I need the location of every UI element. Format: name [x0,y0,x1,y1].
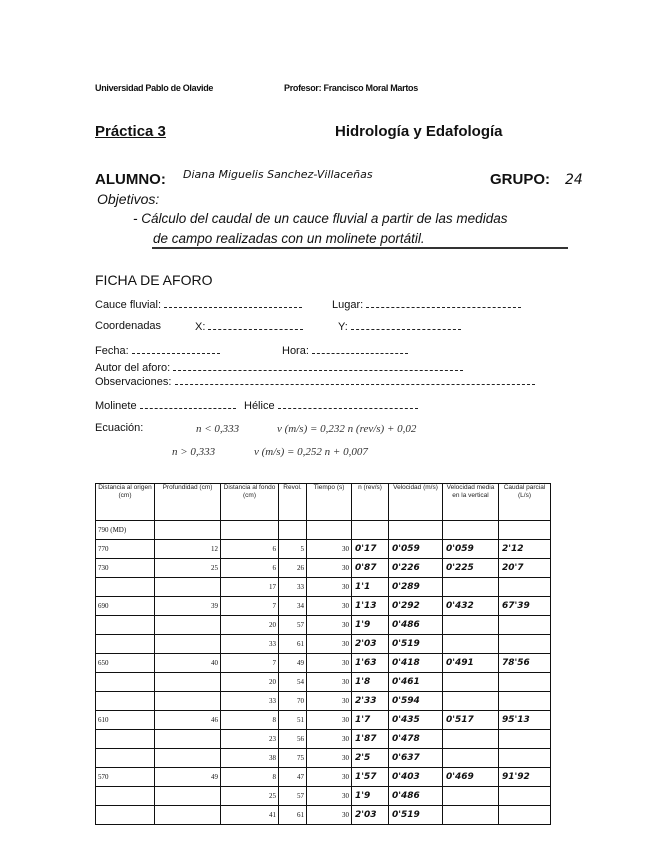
cell-velocidad: 0'637 [389,749,443,768]
table-row [96,654,551,673]
cell-caudal [499,730,551,749]
objectives-underline [152,247,568,249]
helice-field[interactable] [244,399,418,412]
cell-tiempo [307,521,352,540]
cell-velocidad-media: 0'432 [443,597,499,616]
cell-distancia-fondo: 38 [221,749,279,768]
cell-distancia-origen [96,616,155,635]
cell-distancia-fondo [221,521,279,540]
cell-velocidad-media [443,692,499,711]
col-header-n: n (rev/s) [352,484,389,521]
col-header-velocidad-media: Velocidad media en la vertical [443,484,499,521]
cell-revol [279,521,307,540]
student-label: ALUMNO: [95,171,166,188]
cell-distancia-fondo: 7 [221,597,279,616]
fecha-field[interactable] [95,344,220,357]
autor-label: Autor del aforo: [95,362,171,374]
cell-revol: 47 [279,768,307,787]
cell-profundidad [155,730,221,749]
table-row [96,768,551,787]
y-label: Y: [338,321,348,333]
cell-tiempo: 30 [307,749,352,768]
cell-tiempo: 30 [307,692,352,711]
cell-revol: 57 [279,787,307,806]
obs-blank[interactable] [175,375,535,385]
cell-distancia-fondo: 6 [221,540,279,559]
eq1-condition: n < 0,333 [196,423,240,435]
cell-revol: 34 [279,597,307,616]
col-header-caudal: Caudal parcial (L/s) [499,484,551,521]
cell-distancia-fondo: 20 [221,673,279,692]
cell-caudal [499,749,551,768]
cell-velocidad-media [443,806,499,825]
cell-velocidad-media: 0'225 [443,559,499,578]
cell-distancia-origen [96,749,155,768]
table-row [96,787,551,806]
practice-title: Práctica 3 [95,123,166,140]
cell-distancia-fondo: 8 [221,768,279,787]
table-row [96,749,551,768]
cell-caudal [499,521,551,540]
cell-profundidad [155,635,221,654]
form-heading: FICHA DE AFORO [95,272,213,288]
cell-tiempo: 30 [307,559,352,578]
cell-n-rev: 1'87 [352,730,389,749]
cell-tiempo: 30 [307,597,352,616]
cell-tiempo: 30 [307,654,352,673]
cell-tiempo: 30 [307,787,352,806]
table-row [96,806,551,825]
cell-caudal [499,578,551,597]
cell-velocidad: 0'059 [389,540,443,559]
cell-revol: 51 [279,711,307,730]
cell-caudal: 95'13 [499,711,551,730]
cell-distancia-origen: 570 [96,768,155,787]
cell-profundidad: 25 [155,559,221,578]
cell-n-rev: 2'33 [352,692,389,711]
cell-profundidad [155,616,221,635]
col-header-profundidad: Profundidad (cm) [155,484,221,521]
cell-profundidad [155,749,221,768]
cauce-blank[interactable] [164,298,302,308]
cell-n-rev [352,521,389,540]
cell-caudal [499,692,551,711]
hora-label: Hora: [282,345,309,357]
cell-velocidad: 0'403 [389,768,443,787]
autor-blank[interactable] [173,361,463,371]
cell-revol: 56 [279,730,307,749]
student-name: Diana Miguelis Sanchez-Villaceñas [183,168,373,181]
col-header-distancia-origen: Distancia al origen (cm) [96,484,155,521]
cell-profundidad [155,692,221,711]
cell-tiempo: 30 [307,730,352,749]
cauce-field[interactable] [95,298,302,311]
cell-distancia-fondo: 23 [221,730,279,749]
table-row [96,521,551,540]
cell-velocidad-media: 0'059 [443,540,499,559]
lugar-label: Lugar: [332,299,364,311]
cell-profundidad [155,673,221,692]
cell-revol: 33 [279,578,307,597]
cell-n-rev: 2'03 [352,635,389,654]
cell-velocidad-media [443,730,499,749]
cell-tiempo: 30 [307,635,352,654]
y-blank[interactable] [351,320,461,330]
objectives-heading: Objetivos: [97,191,160,207]
cell-revol: 49 [279,654,307,673]
cell-distancia-origen: 790 (MD) [96,521,155,540]
table-header-row [96,484,551,521]
cell-profundidad [155,578,221,597]
cell-distancia-fondo: 33 [221,635,279,654]
cell-distancia-fondo: 25 [221,787,279,806]
cell-n-rev: 2'03 [352,806,389,825]
cell-n-rev: 1'13 [352,597,389,616]
cell-n-rev: 1'7 [352,711,389,730]
obs-label: Observaciones: [95,376,172,388]
table-row [96,673,551,692]
cell-n-rev: 2'5 [352,749,389,768]
cell-tiempo: 30 [307,711,352,730]
university-name: Universidad Pablo de Olavide [95,83,214,93]
cell-velocidad: 0'594 [389,692,443,711]
col-header-velocidad: Velocidad (m/s) [389,484,443,521]
hora-blank[interactable] [312,344,408,354]
obs-field[interactable] [95,375,535,388]
cell-distancia-origen: 770 [96,540,155,559]
cell-velocidad: 0'435 [389,711,443,730]
cell-caudal: 2'12 [499,540,551,559]
cell-distancia-fondo: 17 [221,578,279,597]
cell-revol: 26 [279,559,307,578]
subject-title: Hidrología y Edafología [335,123,503,140]
table-row [96,540,551,559]
cell-velocidad-media [443,787,499,806]
cauce-label: Cauce fluvial: [95,299,162,311]
cell-velocidad: 0'292 [389,597,443,616]
cell-profundidad [155,787,221,806]
cell-distancia-origen [96,692,155,711]
cell-n-rev: 1'57 [352,768,389,787]
coords-label: Coordenadas [95,320,162,332]
table-row [96,635,551,654]
cell-tiempo: 30 [307,578,352,597]
aforo-table [95,483,551,825]
cell-revol: 57 [279,616,307,635]
cell-profundidad: 12 [155,540,221,559]
molinete-blank[interactable] [140,399,236,409]
x-label: X: [195,321,206,333]
cell-caudal [499,635,551,654]
col-header-tiempo: Tiempo (s) [307,484,352,521]
cell-revol: 61 [279,635,307,654]
cell-caudal: 67'39 [499,597,551,616]
eq2-formula: v (m/s) = 0,252 n + 0,007 [254,446,368,458]
cell-distancia-fondo: 8 [221,711,279,730]
cell-caudal [499,616,551,635]
table-row [96,616,551,635]
autor-field[interactable] [95,361,463,374]
cell-velocidad: 0'519 [389,635,443,654]
fecha-blank[interactable] [132,344,220,354]
table-row [96,578,551,597]
eq1-formula: v (m/s) = 0,232 n (rev/s) + 0,02 [277,423,417,435]
cell-velocidad: 0'478 [389,730,443,749]
cell-caudal [499,673,551,692]
cell-velocidad-media [443,635,499,654]
cell-velocidad-media [443,749,499,768]
cell-revol: 75 [279,749,307,768]
cell-velocidad-media: 0'517 [443,711,499,730]
cell-n-rev: 1'63 [352,654,389,673]
fecha-label: Fecha: [95,345,129,357]
cell-velocidad: 0'289 [389,578,443,597]
cell-velocidad-media: 0'469 [443,768,499,787]
table-row [96,559,551,578]
cell-velocidad: 0'461 [389,673,443,692]
cell-velocidad: 0'486 [389,616,443,635]
col-header-distancia-fondo: Distancia al fondo (cm) [221,484,279,521]
professor-name: Profesor: Francisco Moral Martos [284,83,418,93]
cell-velocidad-media: 0'491 [443,654,499,673]
eq2-condition: n > 0,333 [172,446,216,458]
cell-distancia-origen [96,787,155,806]
cell-velocidad-media [443,616,499,635]
cell-distancia-fondo: 7 [221,654,279,673]
cell-tiempo: 30 [307,806,352,825]
cell-profundidad: 46 [155,711,221,730]
molinete-label: Molinete [95,400,137,412]
cell-caudal: 20'7 [499,559,551,578]
cell-profundidad: 40 [155,654,221,673]
cell-tiempo: 30 [307,768,352,787]
cell-tiempo: 30 [307,616,352,635]
cell-profundidad [155,806,221,825]
cell-tiempo: 30 [307,540,352,559]
cell-tiempo: 30 [307,673,352,692]
helice-label: Hélice [244,400,275,412]
cell-distancia-origen: 690 [96,597,155,616]
cell-distancia-origen [96,806,155,825]
cell-n-rev: 1'8 [352,673,389,692]
cell-distancia-origen [96,635,155,654]
cell-profundidad: 39 [155,597,221,616]
x-blank[interactable] [208,320,303,330]
cell-distancia-origen: 730 [96,559,155,578]
cell-revol: 54 [279,673,307,692]
cell-distancia-fondo: 41 [221,806,279,825]
table-row [96,692,551,711]
cell-velocidad-media [443,673,499,692]
cell-velocidad-media [443,578,499,597]
cell-n-rev: 1'9 [352,787,389,806]
cell-caudal [499,806,551,825]
cell-n-rev: 1'9 [352,616,389,635]
col-header-revol: Revol. [279,484,307,521]
table-row [96,711,551,730]
cell-distancia-fondo: 6 [221,559,279,578]
group-label: GRUPO: [490,171,550,188]
hora-field[interactable] [282,344,408,357]
cell-n-rev: 0'87 [352,559,389,578]
x-field[interactable] [195,320,303,333]
cell-profundidad [155,521,221,540]
cell-n-rev: 0'17 [352,540,389,559]
helice-blank[interactable] [278,399,418,409]
molinete-field[interactable] [95,399,236,412]
cell-n-rev: 1'1 [352,578,389,597]
table-row [96,597,551,616]
cell-distancia-origen [96,578,155,597]
cell-distancia-fondo: 20 [221,616,279,635]
cell-revol: 5 [279,540,307,559]
cell-velocidad: 0'519 [389,806,443,825]
cell-distancia-fondo: 33 [221,692,279,711]
cell-distancia-origen: 650 [96,654,155,673]
cell-caudal: 91'92 [499,768,551,787]
ecuacion-label: Ecuación: [95,422,144,434]
lugar-field[interactable] [332,298,521,311]
cell-velocidad [389,521,443,540]
cell-distancia-origen [96,673,155,692]
cell-velocidad: 0'486 [389,787,443,806]
lugar-blank[interactable] [366,298,521,308]
cell-revol: 61 [279,806,307,825]
cell-distancia-origen [96,730,155,749]
cell-caudal: 78'56 [499,654,551,673]
cell-velocidad: 0'418 [389,654,443,673]
cell-revol: 70 [279,692,307,711]
cell-velocidad-media [443,521,499,540]
group-number: 24 [565,172,583,188]
cell-profundidad: 49 [155,768,221,787]
cell-caudal [499,787,551,806]
cell-velocidad: 0'226 [389,559,443,578]
objective-line-1: - Cálculo del caudal de un cauce fluvial a partir de las medidas [133,211,508,226]
table-row [96,730,551,749]
cell-distancia-origen: 610 [96,711,155,730]
objective-line-2: de campo realizadas con un molinete portátil. [153,231,425,246]
y-field[interactable] [338,320,461,333]
